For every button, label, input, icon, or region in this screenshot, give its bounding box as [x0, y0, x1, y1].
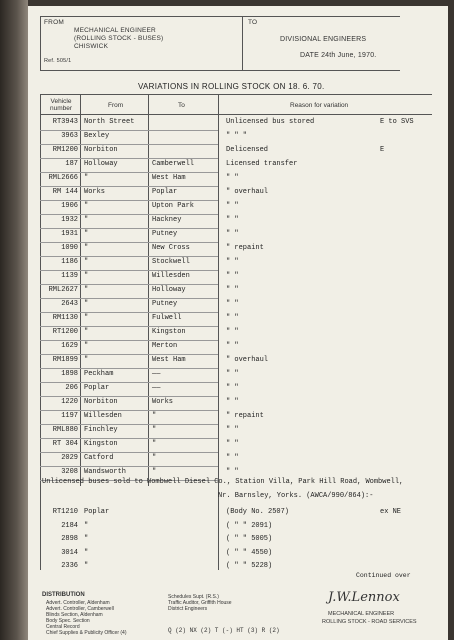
from-label: FROM — [44, 19, 64, 26]
header-left-rule — [40, 16, 41, 70]
reason: " " — [226, 314, 239, 322]
to-garage: Kingston — [152, 328, 186, 336]
from-garage: Wandsworth — [84, 468, 127, 476]
row-rule — [40, 200, 218, 201]
document-page — [28, 6, 448, 640]
vehicle-number: RML880 — [52, 426, 78, 434]
row-rule — [40, 466, 218, 467]
reason: ( " " 2091) — [226, 521, 273, 530]
footer-line-2: ROLLING STOCK - ROAD SERVICES — [322, 619, 417, 625]
row-rule — [40, 298, 218, 299]
row-rule — [40, 256, 218, 257]
from-garage: Willesden — [84, 412, 122, 420]
to-label: TO — [248, 19, 258, 26]
vehicle-number: 1186 — [61, 258, 78, 266]
to-garage: Stockwell — [152, 258, 190, 266]
row-rule — [40, 284, 218, 285]
reason: " " — [226, 258, 239, 266]
dist-item: Body Spec. Section — [46, 618, 90, 624]
to-garage: Merton — [152, 342, 178, 350]
from-garage: Kingston — [84, 440, 118, 448]
from-garage: Poplar — [84, 508, 110, 516]
memo-date: DATE 24th June, 1970. — [300, 52, 377, 59]
distribution-col1 — [46, 600, 127, 636]
from-garage: Holloway — [84, 160, 118, 168]
vehicle-number: 1220 — [61, 398, 78, 406]
reason: ( " " 5005) — [226, 535, 273, 543]
to-garage: " — [152, 454, 157, 462]
from-garage: " — [84, 300, 89, 308]
from-garage: " — [84, 535, 89, 543]
reason: " " — [226, 468, 239, 476]
dist-item: Traffic Auditor, Griffith House — [168, 600, 232, 606]
reason: " " — [226, 384, 239, 392]
to-garage: " — [152, 426, 157, 434]
row-rule — [40, 172, 218, 173]
reason: " repaint — [226, 244, 264, 252]
from-garage: Bexley — [84, 132, 110, 140]
to-garage: West Ham — [152, 174, 186, 182]
from-garage: " — [84, 356, 89, 364]
extra-note: ex NE — [380, 508, 402, 516]
reason: ( " " 4550) — [226, 548, 273, 557]
from-garage: " — [84, 174, 89, 182]
reason: " overhaul — [226, 188, 269, 196]
footer-line-1: MECHANICAL ENGINEER — [328, 611, 395, 617]
to-garage: Holloway — [152, 286, 186, 294]
to-garage: Putney — [152, 300, 178, 308]
reason: Unlicensed bus stored — [226, 118, 315, 126]
reason: ( " " 5228) — [226, 562, 273, 570]
col-header-reason: Reason for variation — [290, 102, 349, 109]
to-garage: Putney — [152, 230, 178, 238]
to-garage: Camberwell — [152, 160, 195, 168]
col-rule-0 — [40, 94, 41, 570]
col-header-to: To — [178, 102, 185, 109]
vehicle-number: RT 304 — [52, 440, 78, 448]
row-rule — [40, 130, 218, 131]
vehicle-number: 2643 — [61, 300, 78, 308]
row-rule — [40, 368, 218, 369]
vehicle-number: RT3943 — [52, 118, 78, 126]
vehicle-number: 2029 — [61, 454, 78, 462]
header-bottom-rule — [40, 70, 400, 71]
document-title: VARIATIONS IN ROLLING STOCK ON 18. 6. 70. — [138, 82, 325, 91]
reason: " " — [226, 342, 239, 350]
from-garage: Norbiton — [84, 146, 118, 154]
reason: " " — [226, 328, 239, 336]
row-rule — [40, 410, 218, 411]
from-garage: " — [84, 328, 89, 336]
reason: " " " — [226, 132, 248, 140]
reason: " " — [226, 300, 239, 308]
row-rule — [40, 382, 218, 383]
col-header-from: From — [108, 102, 124, 109]
vehicle-number: 3963 — [61, 132, 78, 140]
from-garage: Peckham — [84, 370, 114, 378]
row-rule — [40, 312, 218, 313]
to-garage: New Cross — [152, 244, 190, 252]
distribution-col2 — [168, 594, 232, 612]
to-garage: Hackney — [152, 216, 182, 224]
note-line-2: Nr. Barnsley, Yorks. (AWCA/990/864):- — [218, 492, 374, 500]
reason: " " — [226, 426, 239, 434]
vehicle-number: RML2627 — [48, 286, 78, 294]
distribution-title: DISTRIBUTION — [42, 592, 85, 598]
vehicle-number: 1629 — [61, 342, 78, 350]
row-rule — [40, 452, 218, 453]
reason: " " — [226, 202, 239, 210]
vehicle-number: RM1200 — [52, 146, 78, 154]
vehicle-number: 1197 — [61, 412, 78, 420]
reason: " overhaul — [226, 356, 269, 364]
reason: " " — [226, 286, 239, 294]
from-garage: Norbiton — [84, 398, 118, 406]
to-garage: Upton Park — [152, 202, 195, 210]
row-rule — [40, 242, 218, 243]
reason: " " — [226, 370, 239, 378]
header-divider — [242, 16, 243, 70]
row-rule — [40, 396, 218, 397]
vehicle-number: RT1210 — [52, 508, 78, 516]
reason: " repaint — [226, 412, 264, 420]
vehicle-number: RM 144 — [52, 188, 78, 196]
row-rule — [40, 340, 218, 341]
row-rule — [40, 424, 218, 425]
from-line-3: CHISWICK — [74, 43, 109, 50]
row-rule — [40, 158, 218, 159]
reason: " " — [226, 398, 239, 406]
col-rule-2 — [148, 94, 149, 486]
from-garage: " — [84, 244, 89, 252]
reason: " " — [226, 440, 239, 448]
to-garage: —— — [152, 384, 161, 392]
vehicle-number: RM1130 — [52, 314, 78, 322]
from-garage: " — [84, 272, 89, 280]
to-garage: Works — [152, 398, 174, 406]
from-garage: Finchley — [84, 426, 118, 434]
to-value: DIVISIONAL ENGINEERS — [280, 36, 367, 43]
vehicle-number: 206 — [65, 384, 78, 392]
vehicle-number: 1932 — [61, 216, 78, 224]
from-garage: " — [84, 216, 89, 224]
col-rule-1 — [80, 94, 81, 486]
from-garage: " — [84, 286, 89, 294]
row-rule — [40, 438, 218, 439]
from-garage: " — [84, 258, 89, 266]
vehicle-number: 1090 — [61, 244, 78, 252]
from-garage: " — [84, 548, 89, 557]
vehicle-number: 1898 — [61, 370, 78, 378]
row-rule — [40, 186, 218, 187]
reason: (Body No. 2507) — [226, 508, 290, 516]
from-garage: " — [84, 202, 89, 210]
vehicle-number: 2898 — [61, 535, 78, 543]
dist-item: Advert. Controller, Camberwell — [46, 606, 114, 612]
header-top-rule — [40, 16, 400, 17]
signature: J.W.Lennox — [328, 590, 400, 605]
vehicle-number: RT1200 — [52, 328, 78, 336]
to-garage: " — [152, 468, 157, 476]
reason: " " — [226, 216, 239, 224]
dist-item: District Engineers — [168, 606, 208, 612]
vehicle-number: RM1899 — [52, 356, 78, 364]
reason: Licensed transfer — [226, 160, 298, 168]
from-garage: " — [84, 521, 89, 530]
to-garage: Willesden — [152, 272, 190, 280]
ref-number: Ref. 505/1 — [44, 58, 72, 64]
vehicle-number: 1906 — [61, 202, 78, 210]
distribution-codes: Q (2) NX (2) T (-) HT (3) R (2) — [168, 627, 280, 634]
dist-item: Central Record — [46, 624, 80, 630]
row-rule — [40, 326, 218, 327]
dist-item: Advert. Controller, Aldenham — [46, 600, 110, 606]
dist-item: Blinds Section, Aldenham — [46, 612, 103, 618]
reason: " " — [226, 230, 239, 238]
row-rule — [40, 214, 218, 215]
row-rule — [40, 228, 218, 229]
binder-edge — [0, 0, 28, 640]
continued-over: Continued over — [356, 572, 411, 579]
reason: Delicensed — [226, 146, 269, 154]
vehicle-number: 2184 — [61, 521, 78, 530]
note-line-1: Unlicensed buses sold to Wombwell Diesel Co., Station Villa, Park Hill Road, Wombwell, — [42, 478, 404, 486]
reason: " " — [226, 454, 239, 462]
to-garage: —— — [152, 370, 161, 378]
dist-item: Chief Supplies & Publicity Officer (4) — [46, 630, 127, 636]
vehicle-number: 1139 — [61, 272, 78, 280]
row-rule — [40, 354, 218, 355]
from-line-1: MECHANICAL ENGINEER — [74, 27, 156, 34]
row-rule — [40, 144, 218, 145]
from-garage: Poplar — [84, 384, 110, 392]
to-garage: Fulwell — [152, 314, 182, 322]
to-garage: Poplar — [152, 188, 178, 196]
vehicle-number: 3208 — [61, 468, 78, 476]
from-garage: Catford — [84, 454, 114, 462]
from-garage: " — [84, 230, 89, 238]
dist-item: Schedules Supt. (R.S.) — [168, 594, 219, 600]
extra-note: E — [380, 146, 385, 154]
to-garage: " — [152, 440, 157, 448]
vehicle-number: RML2666 — [48, 174, 78, 182]
to-garage: " — [152, 412, 157, 420]
from-garage: " — [84, 562, 89, 570]
from-garage: " — [84, 342, 89, 350]
table-top-rule — [40, 94, 432, 95]
table-header-rule — [40, 114, 432, 115]
from-garage: " — [84, 314, 89, 322]
reason: " " — [226, 272, 239, 280]
vehicle-number: 2336 — [61, 562, 78, 570]
vehicle-number: 3014 — [61, 548, 78, 557]
from-garage: North Street — [84, 118, 135, 126]
vehicle-number: 1931 — [61, 230, 78, 238]
to-garage: West Ham — [152, 356, 186, 364]
col-header-vehicle: Vehicle number — [49, 98, 73, 112]
from-line-2: (ROLLING STOCK - BUSES) — [74, 35, 164, 42]
reason: " " — [226, 174, 239, 182]
from-garage: Works — [84, 188, 106, 196]
vehicle-number: 187 — [65, 160, 78, 168]
extra-note: E to SVS — [380, 118, 414, 126]
row-rule — [40, 270, 218, 271]
